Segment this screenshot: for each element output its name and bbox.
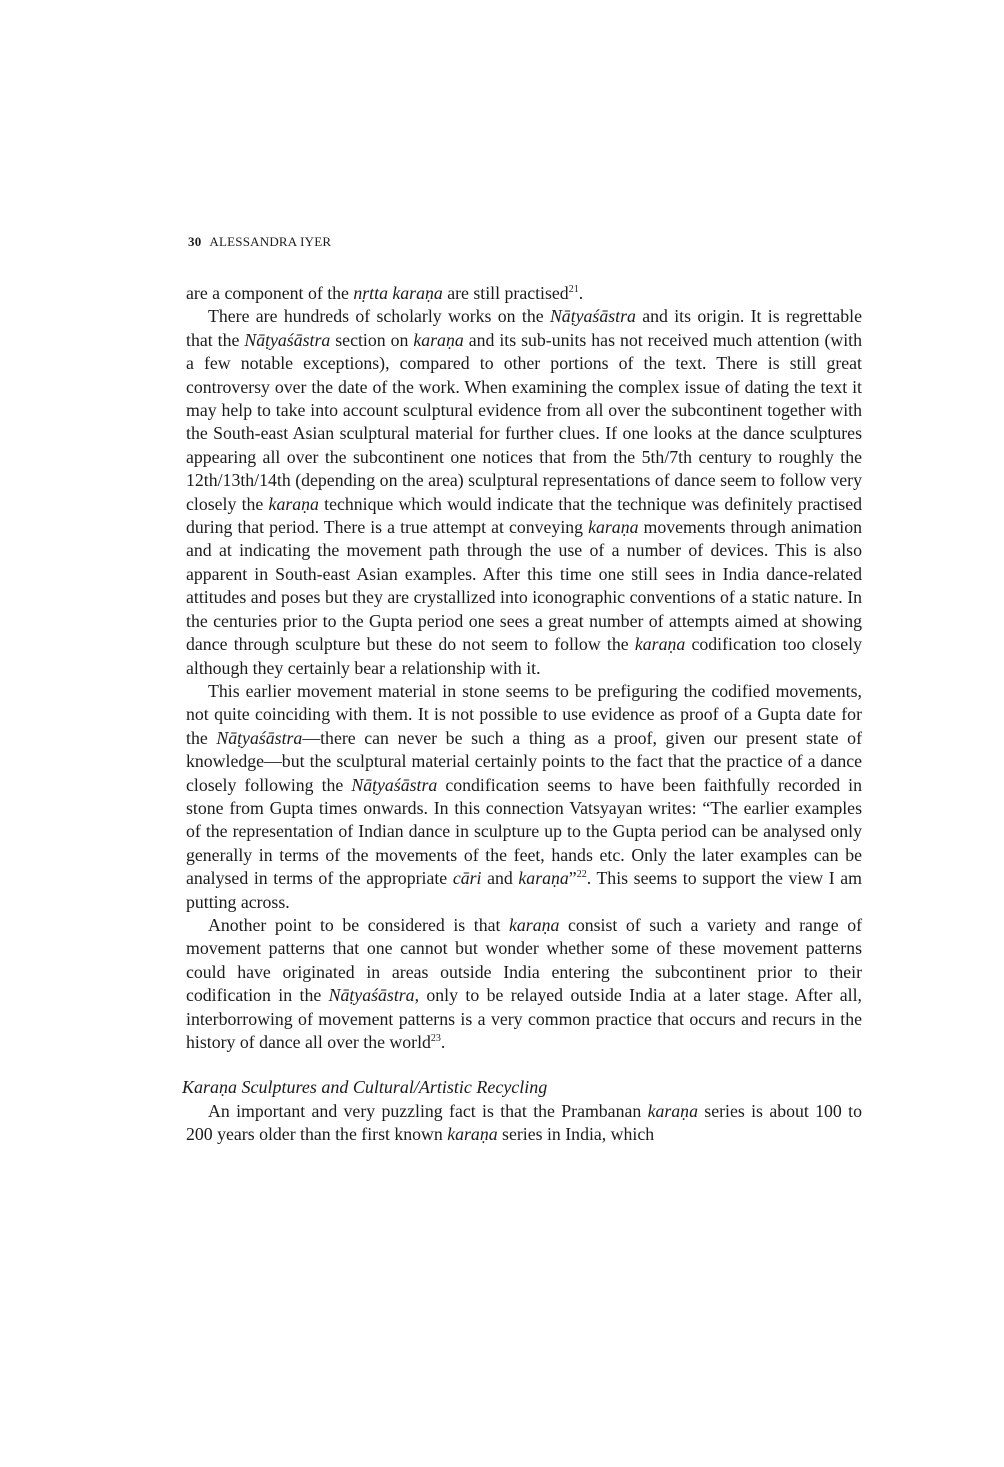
italic-term: karaṇa: [588, 517, 639, 538]
running-head-author: ALESSANDRA IYER: [209, 234, 332, 249]
paragraph-2: [186, 305, 862, 680]
text-run: This earlier movement material in stone seems to be prefiguring the codified movements, not quite coinciding with them. It is not possible to use evidence as proof of a Gupta date for the: [186, 680, 862, 748]
italic-term: Nāṭyaśāstra: [244, 329, 331, 350]
body-text: [182, 282, 863, 1147]
text-run: An important and very puzzling fact is that the Prambanan: [208, 1100, 648, 1121]
text-run: and its origin. It is regrettable that the: [186, 306, 862, 350]
italic-term: karaṇa: [268, 493, 319, 514]
text-run: are a component of the: [186, 283, 354, 303]
italic-term: cāri: [452, 868, 482, 889]
italic-term: Nāṭyaśāstra: [351, 774, 438, 795]
text-run: and its sub-units has not received much attention (with a few notable exceptions), compared to other portions of the text. There is still great controversy over the date of the work. When examining the complex issue of dating the text it may help to take into account sculptural evidence from all over the subcontinent together with the South-east Asian sculptural material for further clues. If one looks at the dance sculptures appearing all over the subcontinent one notices that from the 5th/7th century to roughly the 12th/13th/14th (depending on the area) sculptural representations of dance seem to follow very closely the: [186, 329, 863, 514]
paragraph-4: [186, 914, 862, 1054]
text-run: series in India, which: [497, 1124, 655, 1145]
italic-term: karaṇa: [447, 1124, 498, 1145]
text-run: —there can never be such a thing as a proof, given our present state of knowledge—but the sculptural material certainly points to the fact that the practice of a dance closely following the: [186, 727, 862, 795]
running-head: [188, 234, 331, 250]
text-run: series is about 100 to 200 years older than the first known: [186, 1100, 862, 1145]
paragraph-3: [186, 680, 862, 914]
section-heading: Karaṇa Sculptures and Cultural/Artistic Recycling: [182, 1077, 548, 1098]
text-run: and: [481, 868, 519, 889]
italic-term: karaṇa: [518, 868, 569, 889]
text-run: .: [578, 283, 584, 303]
italic-term: Nāṭyaśāstra: [328, 985, 415, 1006]
text-run: There are hundreds of scholarly works on the: [208, 306, 550, 327]
footnote-ref: 22: [576, 869, 587, 881]
paragraph-1: [186, 282, 862, 305]
text-run: ”: [568, 868, 577, 889]
page-number: 30: [188, 234, 202, 249]
text-run: technique which would indicate that the technique was definitely practised during that period. There is a true attempt at conveying: [186, 493, 862, 538]
footnote-ref: 23: [430, 1033, 441, 1044]
text-run: section on: [330, 329, 414, 350]
italic-term: Nāṭyaśāstra: [549, 306, 636, 327]
text-run: Another point to be considered is that: [208, 914, 509, 935]
paragraph-5: [186, 1100, 862, 1147]
italic-term: karaṇa: [647, 1100, 698, 1121]
italic-term: Nāṭyaśāstra: [216, 727, 303, 748]
italic-term: nṛtta karaṇa: [353, 283, 443, 303]
text-run: .: [440, 1032, 446, 1052]
italic-term: karaṇa: [509, 914, 560, 935]
text-run: condification seems to have been faithfully recorded in stone from Gupta times onwards. In this connection Vatsyayan writes: “The earlier examples of the representation of Indian dance in sculpture up to the Gupta period can be analysed only generally in terms of the movements of the feet, hands etc. Only the later examples can be analysed in terms of the appropriate: [186, 774, 862, 889]
text-run: , only to be relayed outside India at a later stage. After all, interborrowing of movement patterns is a very common practice that occurs and recurs in the history of dance all over the world: [186, 985, 863, 1052]
italic-term: karaṇa: [634, 634, 686, 655]
text-run: . This seems to support the view I am putting across.: [186, 868, 862, 912]
italic-term: karaṇa: [413, 329, 464, 350]
text-run: movements through animation and at indicating the movement path through the use of a number of devices. This is also apparent in South-east Asian examples. After this time one still sees in India dance-related attitudes and poses but they are crystallized into iconographic conventions of a static nature. In the centuries prior to the Gupta period one sees a great number of attempts aimed at showing dance through sculpture but these do not seem to follow the: [186, 517, 862, 655]
text-run: consist of such a variety and range of movement patterns that one cannot but wonder whether some of these movement patterns could have originated in areas outside India entering the subcontinent prior to their codification in the: [186, 914, 863, 1006]
text-run: are still practised: [442, 283, 569, 303]
footnote-ref: 21: [568, 284, 579, 295]
text-run: codification too closely although they certainly bear a relationship with it.: [186, 634, 862, 678]
